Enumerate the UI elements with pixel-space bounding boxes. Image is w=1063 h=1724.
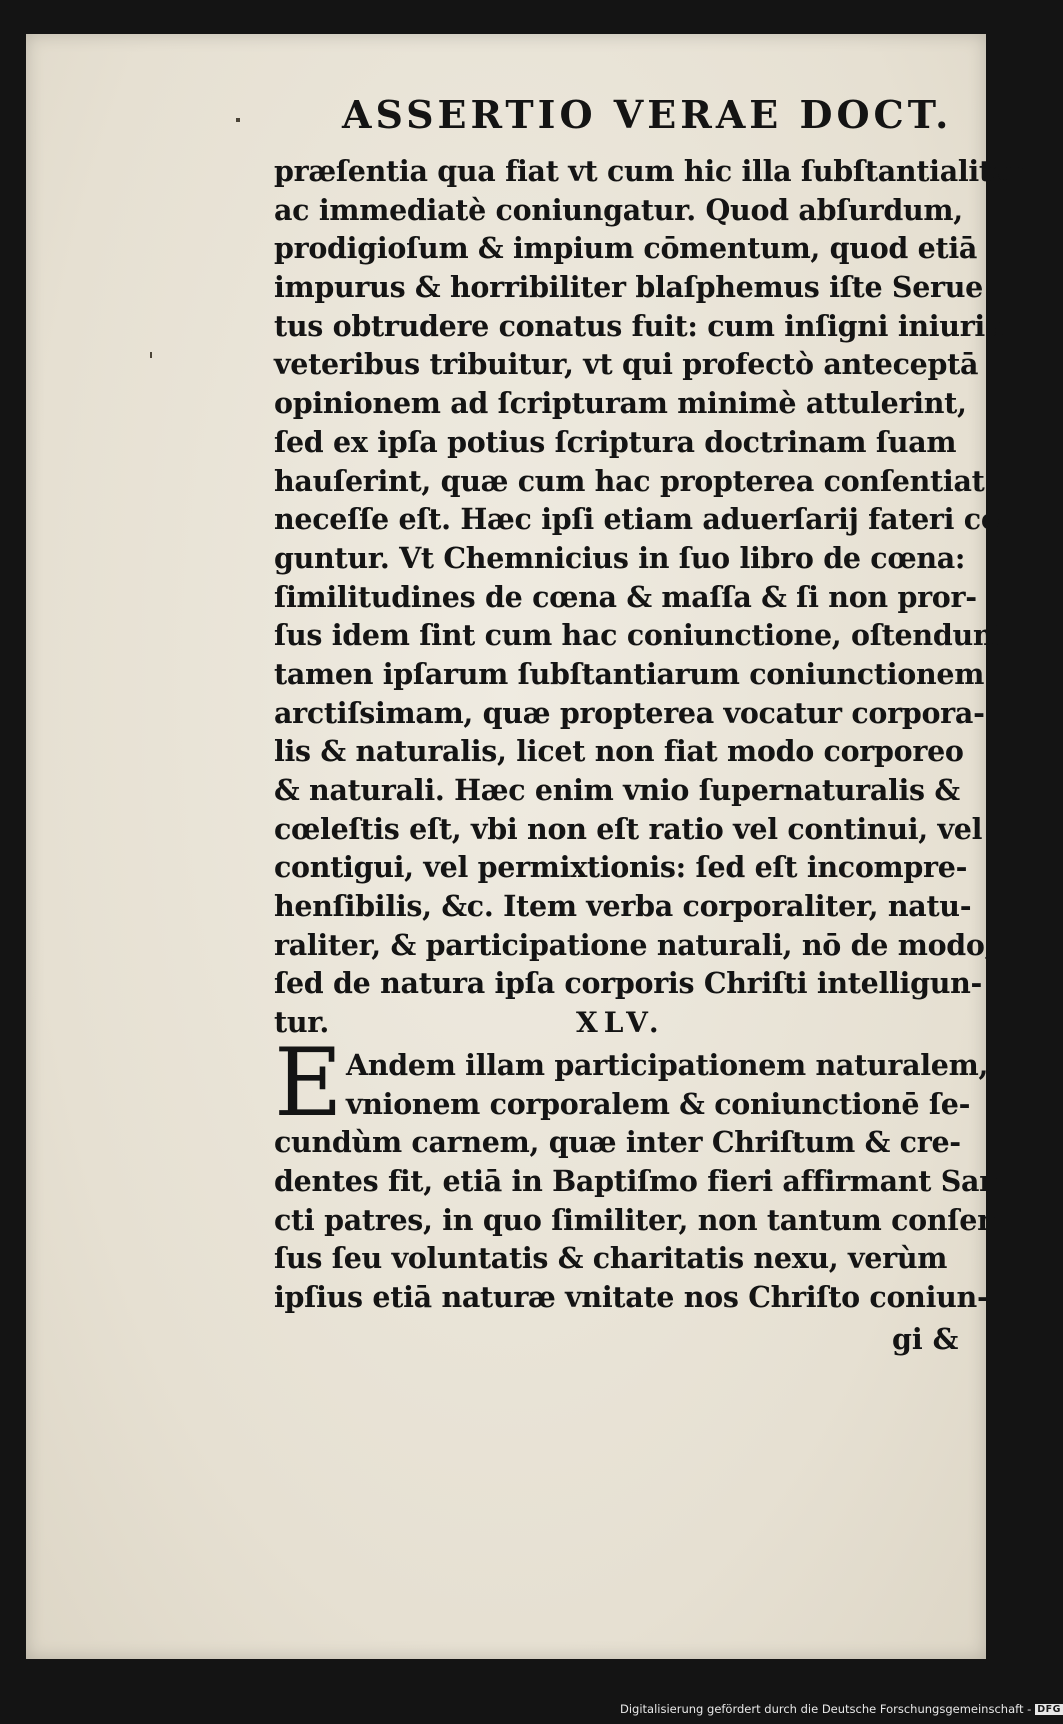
footer-text: Digitalisierung gefördert durch die Deutsche Forschungsgemeinschaft - — [620, 1702, 1032, 1716]
text-line: tus obtrudere conatus fuit: cum inſigni iniuria — [274, 308, 1004, 343]
text-line: impurus & horribiliter blaſphemus iſte Serue — [274, 270, 984, 305]
text-line: hauſerint, quæ cum hac propterea conſentiat — [274, 463, 985, 498]
text-line: prodigioſum & impium cōmentum, quod etiā — [274, 231, 978, 266]
digitization-footer — [620, 1702, 1061, 1716]
body-text — [274, 152, 1025, 1042]
text-line: neceſſe eſt. Hæc ipſi etiam aduerſarij fateri co- — [274, 502, 1012, 537]
text-line: ac immediatè coniungatur. Quod abſurdum, — [274, 192, 963, 227]
text-line: raliter, & participatione naturali, nō de modo, — [274, 927, 995, 962]
section-text — [274, 1029, 1012, 1317]
text-line: præſentia qua fiat vt cum hic illa ſubſtantialiter — [274, 154, 1025, 188]
margin-speck — [236, 118, 240, 122]
drop-cap: E — [274, 1029, 343, 1138]
text-line: arctiſsimam, quæ propterea vocatur corpora- — [274, 695, 985, 730]
text-line: cti patres, in quo ſimiliter, non tantum conſen- — [274, 1202, 1010, 1237]
text-line: tur. — [274, 1005, 330, 1040]
dfg-logo-icon: DFG — [1037, 1703, 1061, 1715]
text-line: guntur. Vt Chemnicius in ſuo libro de cœna: — [274, 540, 966, 575]
catchword: gi & — [892, 1322, 959, 1356]
section-number: XLV. — [576, 1006, 665, 1039]
text-line: contigui, vel permixtionis: ſed eſt incompre- — [274, 850, 968, 885]
text-line: ſus ſeu voluntatis & charitatis nexu, verùm — [274, 1241, 948, 1276]
text-line: & naturali. Hæc enim vnio ſupernaturalis & — [274, 773, 960, 807]
text-line: ſus idem ſint cum hac coniunctione, oſtendunt — [274, 618, 1007, 653]
text-line: opinionem ad ſcripturam minimè attulerint, — [274, 386, 967, 421]
text-line: cœleſtis eſt, vbi non eſt ratio vel continui, vel — [274, 811, 983, 846]
text-line: henſibilis, &c. Item verba corporaliter, natu- — [274, 889, 972, 924]
text-line: vnionem corporalem & coniunctionē ſe- — [346, 1086, 971, 1121]
text-line: ſimilitudines de cœna & maſſa & ſi non pror- — [274, 579, 977, 614]
running-header: ASSERTIO VERAE DOCT. — [342, 92, 953, 137]
text-line: ipſius etiā naturæ vnitate nos Chriſto coniun- — [274, 1280, 989, 1315]
text-line: veteribus tribuitur, vt qui profectò anteceptā — [274, 347, 979, 382]
text-line: ſed ex ipſa potius ſcriptura doctrinam ſuam — [274, 424, 957, 459]
text-line: Andem illam participationem naturalem, — [346, 1048, 989, 1082]
text-line: ſed de natura ipſa corporis Chriſti intelligun- — [274, 966, 983, 1001]
margin-speck — [150, 352, 152, 358]
text-line: cundùm carnem, quæ inter Chriſtum & cre- — [274, 1125, 961, 1160]
text-line: dentes fit, etiā in Baptiſmo fieri affirmant San- — [274, 1164, 1012, 1199]
text-line: lis & naturalis, licet non fiat modo corporeo — [274, 734, 964, 769]
text-line: tamen ipſarum ſubſtantiarum coniunctionem — [274, 656, 985, 691]
